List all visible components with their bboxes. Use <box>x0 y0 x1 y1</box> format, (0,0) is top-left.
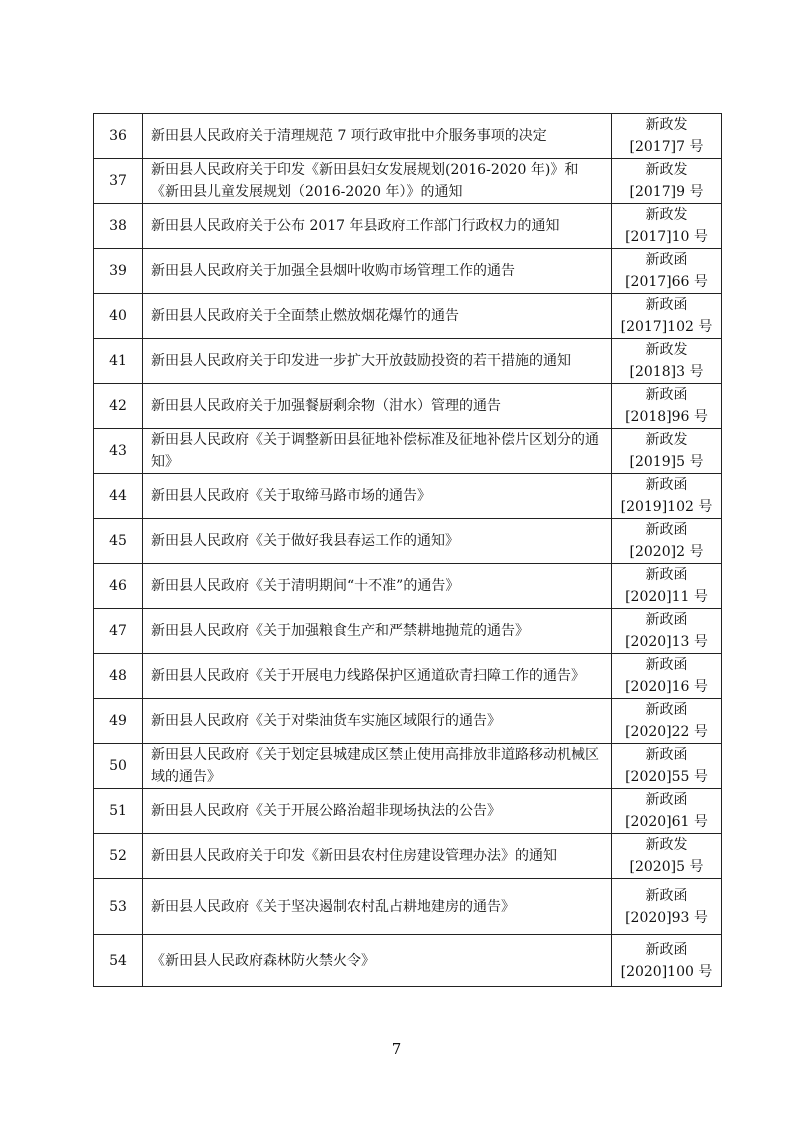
doc-prefix: 新政函 <box>645 297 688 313</box>
row-doc-number <box>612 879 722 935</box>
doc-prefix: 新政函 <box>645 941 688 958</box>
table-row <box>94 339 722 384</box>
row-doc-number <box>612 609 722 654</box>
row-doc-number <box>612 294 722 339</box>
table-row <box>94 474 722 519</box>
row-doc-number <box>612 159 722 204</box>
row-doc-number <box>612 114 722 159</box>
doc-prefix: 新政函 <box>645 387 688 403</box>
row-doc-number <box>612 519 722 564</box>
doc-code: [2020]13 号 <box>625 634 708 650</box>
row-title: 新田县人民政府关于印发进一步扩大开放鼓励投资的若干措施的通知 <box>143 339 612 384</box>
table-row <box>94 699 722 744</box>
row-title: 新田县人民政府《关于取缔马路市场的通告》 <box>143 474 612 519</box>
row-doc-number <box>612 429 722 474</box>
row-doc-number <box>612 654 722 699</box>
row-number: 43 <box>94 429 143 474</box>
doc-code: [2020]93 号 <box>625 909 708 926</box>
table-row <box>94 429 722 474</box>
doc-code: [2017]66 号 <box>625 274 708 290</box>
doc-prefix: 新政发 <box>645 207 688 223</box>
table-row <box>94 789 722 834</box>
row-title: 新田县人民政府《关于开展电力线路保护区通道砍青扫障工作的通告》 <box>143 654 612 699</box>
row-number: 54 <box>94 935 143 987</box>
row-title: 新田县人民政府关于公布 2017 年县政府工作部门行政权力的通知 <box>143 204 612 249</box>
row-title: 新田县人民政府《关于对柴油货车实施区域限行的通告》 <box>143 699 612 744</box>
row-number: 45 <box>94 519 143 564</box>
row-title: 新田县人民政府《关于加强粮食生产和严禁耕地抛荒的通告》 <box>143 609 612 654</box>
table-row <box>94 114 722 159</box>
row-title: 新田县人民政府关于清理规范 7 项行政审批中介服务事项的决定 <box>143 114 612 159</box>
doc-prefix: 新政函 <box>645 522 688 538</box>
row-number: 42 <box>94 384 143 429</box>
table-row <box>94 609 722 654</box>
table-row <box>94 294 722 339</box>
doc-code: [2017]10 号 <box>625 229 708 245</box>
row-title: 新田县人民政府《关于清明期间“十不准”的通告》 <box>143 564 612 609</box>
row-number: 44 <box>94 474 143 519</box>
doc-code: [2020]55 号 <box>625 769 708 785</box>
doc-code: [2020]2 号 <box>629 544 704 560</box>
doc-code: [2017]7 号 <box>629 139 704 155</box>
row-number: 36 <box>94 114 143 159</box>
doc-prefix: 新政函 <box>645 792 688 808</box>
page-number: 7 <box>391 1040 402 1058</box>
doc-prefix: 新政发 <box>645 837 688 853</box>
doc-prefix: 新政发 <box>645 117 688 133</box>
row-title: 新田县人民政府关于加强全县烟叶收购市场管理工作的通告 <box>143 249 612 294</box>
doc-code: [2020]11 号 <box>625 589 708 605</box>
row-doc-number <box>612 339 722 384</box>
row-number: 41 <box>94 339 143 384</box>
row-doc-number <box>612 564 722 609</box>
row-title: 新田县人民政府《关于划定县城建成区禁止使用高排放非道路移动机械区域的通告》 <box>143 744 612 789</box>
doc-prefix: 新政函 <box>645 747 688 763</box>
row-doc-number <box>612 249 722 294</box>
table-row <box>94 519 722 564</box>
row-number: 53 <box>94 879 143 935</box>
doc-prefix: 新政函 <box>645 702 688 718</box>
row-title: 新田县人民政府关于全面禁止燃放烟花爆竹的通告 <box>143 294 612 339</box>
row-number: 40 <box>94 294 143 339</box>
doc-prefix: 新政函 <box>645 887 688 904</box>
row-title: 新田县人民政府《关于做好我县春运工作的通知》 <box>143 519 612 564</box>
doc-prefix: 新政发 <box>645 342 688 358</box>
row-number: 51 <box>94 789 143 834</box>
table-row <box>94 204 722 249</box>
doc-prefix: 新政函 <box>645 567 688 583</box>
row-number: 50 <box>94 744 143 789</box>
doc-code: [2020]16 号 <box>625 679 708 695</box>
row-title: 新田县人民政府《关于坚决遏制农村乱占耕地建房的通告》 <box>143 879 612 935</box>
doc-code: [2020]22 号 <box>625 724 708 740</box>
table-row <box>94 744 722 789</box>
row-doc-number <box>612 935 722 987</box>
row-doc-number <box>612 474 722 519</box>
table-row <box>94 384 722 429</box>
row-title: 新田县人民政府《关于调整新田县征地补偿标准及征地补偿片区划分的通知》 <box>143 429 612 474</box>
row-number: 46 <box>94 564 143 609</box>
row-doc-number <box>612 384 722 429</box>
row-doc-number <box>612 204 722 249</box>
doc-code: [2017]9 号 <box>629 184 704 200</box>
table-row <box>94 249 722 294</box>
doc-code: [2019]102 号 <box>620 499 713 515</box>
row-doc-number <box>612 834 722 879</box>
doc-prefix: 新政发 <box>645 162 688 178</box>
row-number: 47 <box>94 609 143 654</box>
row-number: 48 <box>94 654 143 699</box>
table-row <box>94 654 722 699</box>
table-row <box>94 564 722 609</box>
row-doc-number <box>612 789 722 834</box>
doc-prefix: 新政发 <box>645 432 688 448</box>
row-title: 新田县人民政府《关于开展公路治超非现场执法的公告》 <box>143 789 612 834</box>
row-number: 38 <box>94 204 143 249</box>
row-title: 新田县人民政府关于加强餐厨剩余物（泔水）管理的通告 <box>143 384 612 429</box>
row-number: 39 <box>94 249 143 294</box>
table-row <box>94 159 722 204</box>
doc-code: [2020]61 号 <box>625 814 708 830</box>
table-row <box>94 935 722 987</box>
doc-prefix: 新政函 <box>645 612 688 628</box>
doc-code: [2019]5 号 <box>629 454 704 470</box>
doc-prefix: 新政函 <box>645 252 688 268</box>
doc-prefix: 新政函 <box>645 477 688 493</box>
table-row <box>94 879 722 935</box>
doc-prefix: 新政函 <box>645 657 688 673</box>
doc-code: [2017]102 号 <box>620 319 713 335</box>
doc-code: [2020]5 号 <box>629 859 704 875</box>
row-title: 新田县人民政府关于印发《新田县妇女发展规划(2016-2020 年)》和《新田县儿童发展规划（2016-2020 年）》的通知 <box>143 159 612 204</box>
table-row <box>94 834 722 879</box>
row-doc-number <box>612 744 722 789</box>
doc-code: [2018]96 号 <box>625 409 708 425</box>
row-title: 新田县人民政府关于印发《新田县农村住房建设管理办法》的通知 <box>143 834 612 879</box>
row-number: 49 <box>94 699 143 744</box>
document-table <box>93 113 722 987</box>
doc-code: [2020]100 号 <box>620 963 713 980</box>
row-number: 52 <box>94 834 143 879</box>
doc-code: [2018]3 号 <box>629 364 704 380</box>
row-number: 37 <box>94 159 143 204</box>
row-doc-number <box>612 699 722 744</box>
row-title: 《新田县人民政府森林防火禁火令》 <box>143 935 612 987</box>
